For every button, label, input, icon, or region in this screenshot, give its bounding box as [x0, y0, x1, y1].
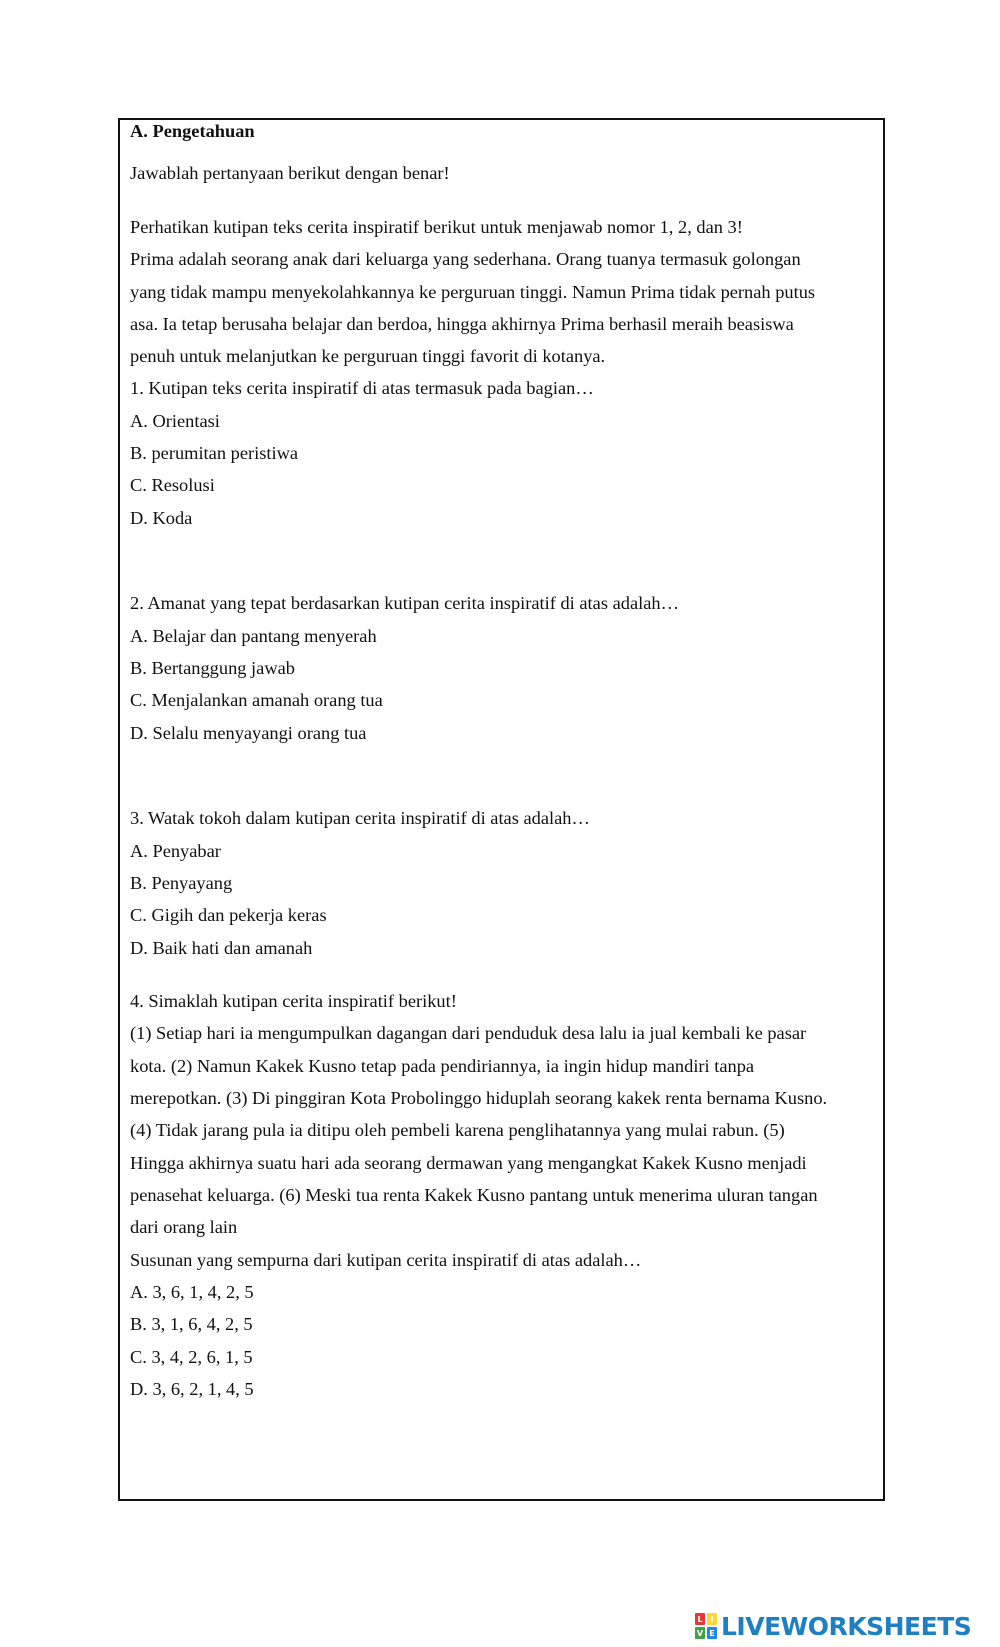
question-4-option-b[interactable]: B. 3, 1, 6, 4, 2, 5: [130, 1314, 253, 1334]
logo-tile: V: [696, 1628, 704, 1638]
question-2-option-b[interactable]: B. Bertanggung jawab: [130, 658, 295, 678]
question-3-prompt: 3. Watak tokoh dalam kutipan cerita inspiratif di atas adalah…: [130, 808, 590, 828]
liveworksheets-brand: [695, 1610, 971, 1642]
question-4-sub-prompt: Susunan yang sempurna dari kutipan cerita inspiratif di atas adalah…: [130, 1250, 642, 1270]
question-4-option-d[interactable]: D. 3, 6, 2, 1, 4, 5: [130, 1379, 254, 1399]
question-4-passage-line: merepotkan. (3) Di pinggiran Kota Probolinggo hiduplah seorang kakek renta bernama Kusno.: [130, 1088, 828, 1108]
question-3-option-c[interactable]: C. Gigih dan pekerja keras: [130, 905, 327, 925]
question-3-option-a[interactable]: A. Penyabar: [130, 841, 221, 861]
question-4-option-a[interactable]: A. 3, 6, 1, 4, 2, 5: [130, 1282, 254, 1302]
section-title: A. Pengetahuan: [130, 121, 255, 141]
question-4-passage-line: (4) Tidak jarang pula ia ditipu oleh pembeli karena penglihatannya yang mulai rabun. (5): [130, 1120, 785, 1140]
question-4-passage-line: penasehat keluarga. (6) Meski tua renta Kakek Kusno pantang untuk menerima uluran tangan: [130, 1185, 818, 1205]
question-2-option-d[interactable]: D. Selalu menyayangi orang tua: [130, 723, 367, 743]
question-4-passage-line: Hingga akhirnya suatu hari ada seorang dermawan yang mengangkat Kakek Kusno menjadi: [130, 1153, 807, 1173]
question-2-option-c[interactable]: C. Menjalankan amanah orang tua: [130, 690, 383, 710]
question-4-prompt: 4. Simaklah kutipan cerita inspiratif berikut!: [130, 991, 457, 1011]
question-1-option-b[interactable]: B. perumitan peristiwa: [130, 443, 299, 463]
question-1-option-c[interactable]: C. Resolusi: [130, 475, 215, 495]
question-1-option-d[interactable]: D. Koda: [130, 508, 193, 528]
passage-line: penuh untuk melanjutkan ke perguruan tinggi favorit di kotanya.: [130, 346, 606, 366]
logo-tile: L: [695, 1613, 705, 1625]
logo-tile: I: [707, 1613, 717, 1625]
instruction: Jawablah pertanyaan berikut dengan benar!: [130, 163, 450, 183]
logo-tile: E: [707, 1627, 717, 1639]
passage-line: yang tidak mampu menyekolahkannya ke perguruan tinggi. Namun Prima tidak pernah putus: [130, 282, 816, 302]
question-2-option-a[interactable]: A. Belajar dan pantang menyerah: [130, 626, 377, 646]
question-3-option-b[interactable]: B. Penyayang: [130, 873, 233, 893]
liveworksheets-logo-icon: [695, 1613, 717, 1639]
question-2-prompt: 2. Amanat yang tepat berdasarkan kutipan cerita inspiratif di atas adalah…: [130, 593, 679, 613]
question-4-passage-line: kota. (2) Namun Kakek Kusno tetap pada pendiriannya, ia ingin hidup mandiri tanpa: [130, 1056, 755, 1076]
passage-intro: Perhatikan kutipan teks cerita inspiratif berikut untuk menjawab nomor 1, 2, dan 3!: [130, 217, 743, 237]
passage-line: Prima adalah seorang anak dari keluarga yang sederhana. Orang tuanya termasuk golongan: [130, 249, 801, 269]
question-4-passage-line: dari orang lain: [130, 1217, 238, 1237]
question-4-passage-line: (1) Setiap hari ia mengumpulkan dagangan dari penduduk desa lalu ia jual kembali ke pasar: [130, 1023, 807, 1043]
worksheet-frame: [118, 118, 885, 1501]
question-1-option-a[interactable]: A. Orientasi: [130, 411, 220, 431]
liveworksheets-wordmark: LIVEWORKSHEETS: [721, 1611, 972, 1641]
question-3-option-d[interactable]: D. Baik hati dan amanah: [130, 938, 313, 958]
question-4-option-c[interactable]: C. 3, 4, 2, 6, 1, 5: [130, 1347, 253, 1367]
question-1-prompt: 1. Kutipan teks cerita inspiratif di atas termasuk pada bagian…: [130, 378, 594, 398]
passage-line: asa. Ia tetap berusaha belajar dan berdoa, hingga akhirnya Prima berhasil meraih beasiswa: [130, 314, 794, 334]
